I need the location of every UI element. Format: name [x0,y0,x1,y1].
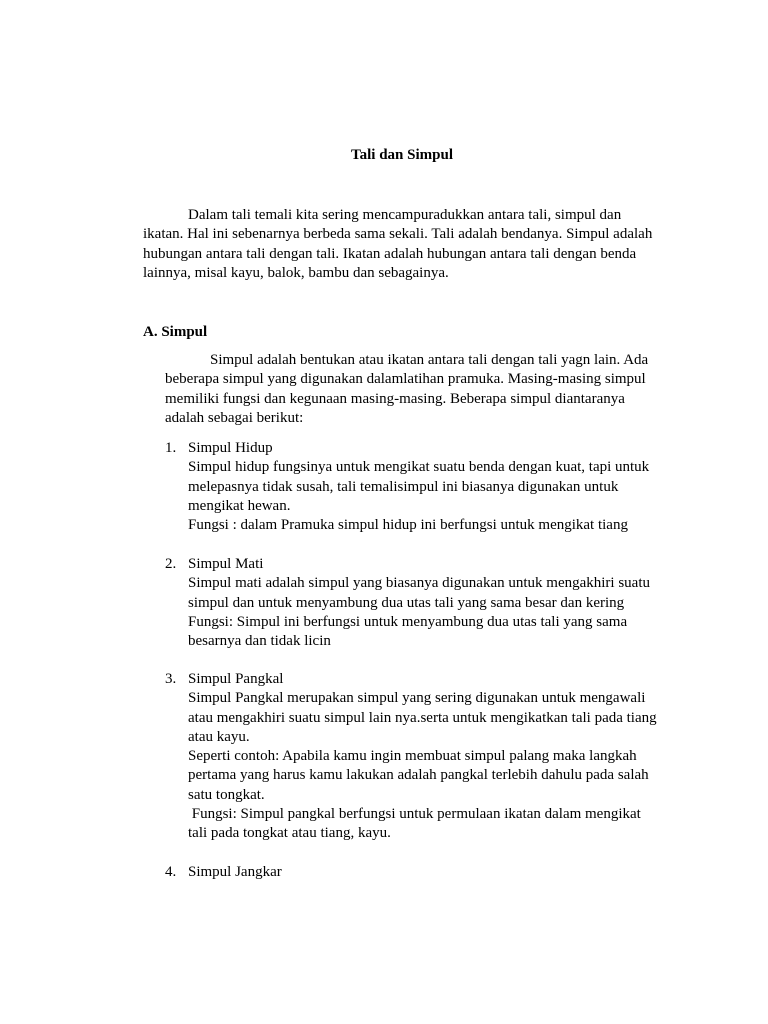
list-item-line: Fungsi: Simpul pangkal berfungsi untuk permulaan ikatan dalam mengikat [188,806,641,823]
list-item-line: mengikat hewan. [188,497,291,514]
list-item-number: 1. [165,440,177,456]
list-item-body [188,439,663,535]
section-heading: A. Simpul [143,324,208,340]
list-item-line: atau mengakhiri suatu simpul lain nya.serta untuk mengikatkan tali pada tiang [188,709,657,726]
intro-paragraph: Dalam tali temali kita sering mencampuradukkan antara tali, simpul dan ikatan. Hal ini sebenarnya berbeda sama sekali. Tali adalah bendanya. Simpul adalah hubungan antara tali dengan tali. Ikatan adalah hubungan antara tali dengan benda lainnya, misal kayu, balok, bambu dan sebagainya. [143,207,653,281]
list-item-line: Simpul hidup fungsinya untuk mengikat suatu benda dengan kuat, tapi untuk [188,459,650,476]
list-item-number: 4. [165,864,177,880]
list-item-number: 3. [165,671,177,687]
list-item-line: melepasnya tidak susah, tali temalisimpul ini biasanya digunakan untuk [188,478,619,495]
list-item-line: tali pada tongkat atau tiang, kayu. [188,825,391,842]
list-item-body [188,670,663,844]
list-item-line: Simpul mati adalah simpul yang biasanya digunakan untuk mengakhiri suatu [188,575,650,592]
list-item-line: Fungsi : dalam Pramuka simpul hidup ini berfungsi untuk mengikat tiang [188,517,628,534]
list-item-body [188,555,663,651]
section-intro-paragraph: Simpul adalah bentukan atau ikatan antara tali dengan tali yagn lain. Ada beberapa simpul yang digunakan dalamlatihan pramuka. Masing-masing simpul memiliki fungsi dan kegunaan masing-masing. Beberapa simpul diantaranya adalah sebagai berikut: [165,352,649,426]
list-item-line: satu tongkat. [188,786,265,803]
list-item-heading: Simpul Hidup [188,440,273,456]
list-item-line: Simpul Pangkal merupakan simpul yang sering digunakan untuk mengawali [188,690,646,707]
list-item-line: Fungsi: Simpul ini berfungsi untuk menyambung dua utas tali yang sama [188,613,628,630]
list-item-heading: Simpul Mati [188,556,264,572]
list-item-line: pertama yang harus kamu lakukan adalah pangkal terlebih dahulu pada salah [188,767,649,784]
list-item-heading: Simpul Pangkal [188,671,284,687]
document-title: Tali dan Simpul [350,147,453,163]
list-item-line: simpul dan untuk menyambung dua utas tali yang sama besar dan kering [188,594,625,611]
list-item-line: besarnya dan tidak licin [188,633,331,650]
list-item-line: Seperti contoh: Apabila kamu ingin membuat simpul palang maka langkah [188,748,637,765]
list-item-heading: Simpul Jangkar [188,864,282,880]
list-item-number: 2. [165,556,177,572]
list-item-line: atau kayu. [188,728,250,745]
list-item-body [188,863,663,882]
